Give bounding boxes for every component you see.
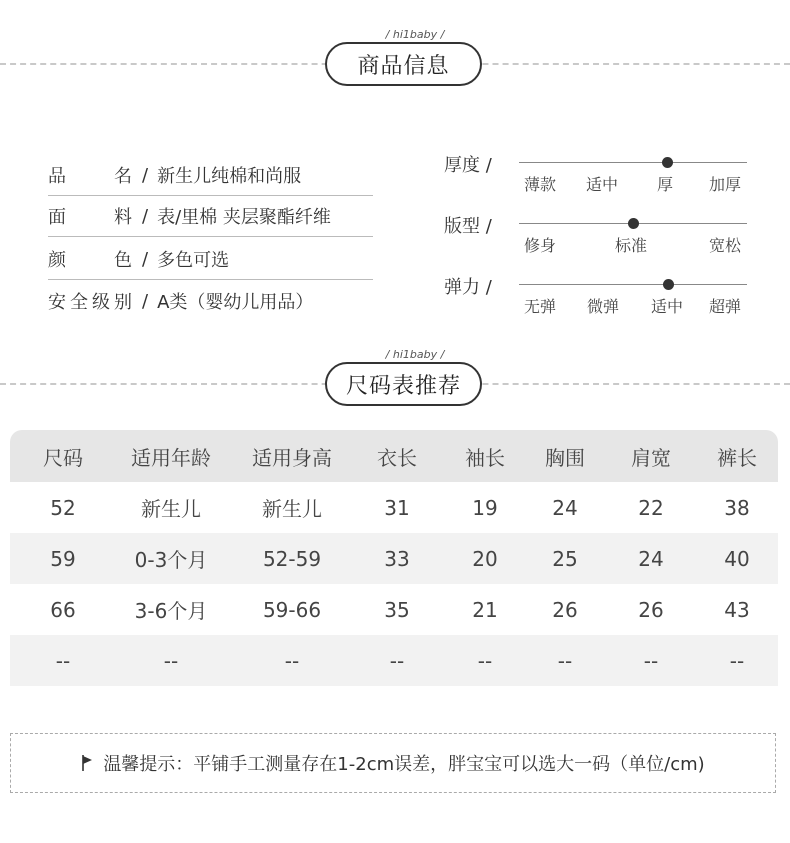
section-header-product-info bbox=[0, 28, 790, 94]
table-header-row bbox=[10, 430, 778, 482]
table-cell: 40 bbox=[724, 546, 750, 571]
info-separator: / bbox=[142, 164, 149, 186]
header-cell: 胸围 bbox=[545, 445, 585, 470]
table-cell: 19 bbox=[472, 495, 498, 520]
scale-label: 版型 / bbox=[444, 216, 492, 237]
table-cell: -- bbox=[557, 648, 573, 673]
table-cell: -- bbox=[643, 648, 659, 673]
table-cell: 21 bbox=[472, 597, 498, 622]
elasticity-scale bbox=[444, 277, 754, 327]
info-key: 品 名 bbox=[48, 166, 132, 187]
table-cell: 25 bbox=[552, 546, 578, 571]
warm-tip-note bbox=[10, 733, 776, 793]
note-text: 温馨提示：平铺手工测量存在1-2cm误差，胖宝宝可以选大一码（单位/cm) bbox=[103, 754, 705, 775]
info-row-fabric bbox=[48, 196, 373, 237]
info-separator: / bbox=[142, 205, 149, 227]
info-key: 颜 色 bbox=[48, 250, 132, 271]
table-cell: 52-59 bbox=[262, 546, 322, 571]
table-cell: 新生儿 bbox=[141, 497, 201, 521]
info-value: A类（婴幼儿用品） bbox=[157, 292, 314, 313]
info-separator: / bbox=[142, 248, 149, 270]
scale-option: 厚 bbox=[657, 175, 674, 194]
thickness-scale bbox=[444, 155, 754, 205]
table-cell: 59-66 bbox=[262, 597, 322, 622]
info-key: 面 料 bbox=[48, 207, 132, 228]
scale-track bbox=[519, 284, 747, 285]
scale-option: 宽松 bbox=[709, 236, 742, 255]
header-cell: 肩宽 bbox=[631, 445, 671, 470]
scale-label: 厚度 / bbox=[444, 155, 492, 176]
table-cell: 38 bbox=[724, 495, 750, 520]
table-cell: -- bbox=[284, 648, 300, 673]
table-cell: 43 bbox=[724, 597, 750, 622]
table-row bbox=[10, 533, 778, 584]
scale-option: 适中 bbox=[651, 297, 684, 316]
fit-scale bbox=[444, 216, 754, 266]
info-separator: / bbox=[142, 290, 149, 312]
table-row bbox=[10, 635, 778, 686]
scale-option: 适中 bbox=[586, 175, 619, 194]
header-cell: 适用年龄 bbox=[131, 445, 211, 470]
table-cell: 24 bbox=[638, 546, 664, 571]
info-value: 新生儿纯棉和尚服 bbox=[157, 166, 302, 187]
scale-option: 薄款 bbox=[524, 175, 557, 194]
scale-option: 加厚 bbox=[709, 175, 742, 194]
table-cell: 35 bbox=[384, 597, 410, 622]
flag-icon bbox=[81, 754, 95, 772]
header-cell: 适用身高 bbox=[252, 445, 332, 470]
info-value: 表/里棉 夹层聚酯纤维 bbox=[157, 207, 331, 228]
table-cell: 22 bbox=[638, 495, 664, 520]
scale-option: 无弹 bbox=[524, 297, 557, 316]
info-row-color bbox=[48, 239, 373, 280]
section-header-size-chart bbox=[0, 348, 790, 414]
info-value: 多色可选 bbox=[157, 250, 230, 271]
scale-marker bbox=[663, 279, 674, 290]
info-row-safety bbox=[48, 281, 373, 321]
header-cell: 尺码 bbox=[43, 445, 83, 470]
scale-option: 标准 bbox=[615, 236, 648, 255]
scale-label: 弹力 / bbox=[444, 277, 492, 298]
scale-option: 超弹 bbox=[709, 297, 742, 316]
table-row bbox=[10, 482, 778, 533]
scale-marker bbox=[662, 157, 673, 168]
info-key: 安全级别 bbox=[48, 292, 132, 313]
table-cell: -- bbox=[477, 648, 493, 673]
scale-track bbox=[519, 162, 747, 163]
table-cell: 0-3个月 bbox=[134, 548, 208, 572]
table-cell: -- bbox=[163, 648, 179, 673]
table-cell: 31 bbox=[384, 495, 410, 520]
table-cell: -- bbox=[389, 648, 405, 673]
section-title: 商品信息 bbox=[325, 42, 482, 86]
table-cell: 新生儿 bbox=[262, 497, 322, 521]
table-cell: 3-6个月 bbox=[134, 599, 208, 623]
table-cell: -- bbox=[729, 648, 745, 673]
section-title: 尺码表推荐 bbox=[325, 362, 482, 406]
brand-label: / hi1baby / bbox=[365, 28, 465, 41]
header-cell: 衣长 bbox=[377, 445, 417, 470]
scale-option: 修身 bbox=[524, 236, 557, 255]
info-row-name bbox=[48, 155, 373, 196]
size-table bbox=[10, 430, 778, 686]
table-cell: 24 bbox=[552, 495, 578, 520]
table-cell: 26 bbox=[552, 597, 578, 622]
brand-label: / hi1baby / bbox=[365, 348, 465, 361]
table-row bbox=[10, 584, 778, 635]
header-cell: 袖长 bbox=[465, 445, 505, 470]
header-cell: 裤长 bbox=[717, 445, 757, 470]
table-cell: 52 bbox=[50, 495, 76, 520]
table-cell: 66 bbox=[50, 597, 76, 622]
table-cell: 59 bbox=[50, 546, 76, 571]
table-cell: 20 bbox=[472, 546, 498, 571]
table-cell: 26 bbox=[638, 597, 664, 622]
table-cell: 33 bbox=[384, 546, 410, 571]
scale-marker bbox=[628, 218, 639, 229]
table-cell: -- bbox=[55, 648, 71, 673]
scale-option: 微弹 bbox=[587, 297, 620, 316]
